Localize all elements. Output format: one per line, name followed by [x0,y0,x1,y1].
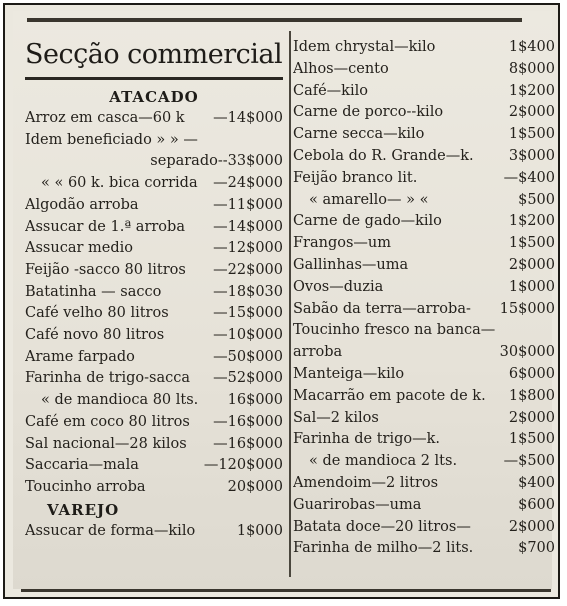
price-row [25,412,283,434]
item-description: « de mandioca 2 lts. [309,453,458,470]
item-description: arroba [293,344,343,361]
item-description: Arroz em casca—60 k [25,110,185,126]
item-description: Idem beneficiado » » — [25,131,198,148]
price-row [25,521,283,543]
item-price: —14$000 [213,110,283,126]
item-price: —12$000 [213,240,283,257]
title-rule [25,77,283,80]
left-column [25,35,283,542]
column-divider [289,31,291,577]
varejo-continued-price-list [293,37,555,560]
item-price: 3$000 [508,147,555,164]
item-description: Café velho 80 litros [25,305,169,322]
item-description: Carne de porco--kilo [293,104,444,121]
item-description: Arame farpado [25,348,135,365]
price-row [25,455,283,477]
item-price: 15$000 [499,300,555,317]
item-description: Toucinho arroba [25,478,146,495]
bottom-rule [21,589,551,592]
item-description: Sal—2 kilos [293,409,379,426]
price-row [25,390,283,412]
price-row [293,408,555,430]
item-description: Café em coco 80 litros [25,413,190,430]
item-price: $600 [518,496,555,513]
top-rule [27,18,522,22]
price-row [293,190,555,212]
item-price: —18$030 [213,283,283,300]
item-price: 2$000 [508,518,555,535]
price-row [293,168,555,190]
price-row [25,282,283,304]
price-row [25,130,283,152]
price-row [25,238,283,260]
item-price: —$400 [503,169,555,186]
item-price: —15$000 [213,305,283,322]
item-price: —16$000 [213,413,283,430]
item-description: Saccaria—mala [25,457,139,474]
price-row [293,233,555,255]
item-price: separado--33$000 [150,153,283,170]
item-description: « de mandioca 80 lts. [41,392,199,409]
item-description: Farinha de trigo—k. [293,431,440,448]
item-description: Toucinho fresco na banca— [293,322,496,339]
item-description: Assucar de 1.ª arroba [25,218,185,235]
price-row [25,217,283,239]
item-description: Frangos—um [293,235,392,252]
price-row [293,37,555,59]
price-row [293,211,555,233]
price-row [293,299,555,321]
item-price: —120$000 [203,457,283,474]
item-description: Manteiga—kilo [293,365,405,382]
price-row [293,386,555,408]
item-price: 1$200 [508,213,555,230]
item-description: Guarirobas—uma [293,496,422,513]
item-price: 1$500 [508,126,555,143]
item-price: —11$000 [213,196,283,213]
item-description: Assucar medio [25,240,133,257]
item-price: 2$000 [508,409,555,426]
item-price: 20$000 [227,478,283,495]
price-row [25,173,283,195]
price-row [293,102,555,124]
item-description: Idem chrystal—kilo [293,39,436,55]
item-description: Gallinhas—uma [293,256,409,273]
price-row [25,260,283,282]
price-row [293,320,555,342]
item-description: Batata doce—20 litros— [293,518,471,535]
item-description: Amendoim—2 litros [293,474,439,491]
item-price: 1$000 [508,278,555,295]
item-description: Feijão branco lit. [293,169,418,186]
price-row [293,473,555,495]
price-row [293,277,555,299]
price-row [293,538,555,560]
price-row [293,364,555,386]
price-row [293,517,555,539]
item-price: 1$400 [508,39,555,55]
item-price: $500 [518,191,555,208]
item-price: 8$000 [508,60,555,77]
item-description: Carne de gado—kilo [293,213,442,230]
item-price: —24$000 [213,175,283,192]
price-row [25,368,283,390]
atacado-heading: ATACADO [109,88,199,106]
price-row [25,347,283,369]
item-price: —10$000 [213,327,283,344]
item-price: 2$000 [508,104,555,121]
item-description: Sal nacional—28 kilos [25,435,187,452]
item-price: $700 [518,540,555,557]
item-description: « amarello— » « [309,191,429,208]
item-price: 6$000 [508,365,555,382]
item-price: —14$000 [213,218,283,235]
item-price: —$500 [503,453,555,470]
item-price: 1$800 [508,387,555,404]
item-description: Café novo 80 litros [25,327,165,344]
item-description: Cebola do R. Grande—k. [293,147,474,164]
price-row [293,124,555,146]
item-description: Alhos—cento [293,60,389,77]
price-row [293,429,555,451]
right-column [293,37,555,560]
price-row [293,81,555,103]
item-description: Algodão arroba [25,196,139,213]
price-row [25,303,283,325]
price-row [25,151,283,173]
item-price: 16$000 [227,392,283,409]
section-title: Secção commercial [25,39,283,70]
item-price: 2$000 [508,256,555,273]
item-description: Café—kilo [293,82,368,99]
item-price: 1$500 [508,431,555,448]
price-row [25,477,283,499]
item-description: « « 60 k. bica corrida [41,175,198,192]
price-row [293,59,555,81]
item-price: —50$000 [213,348,283,365]
item-price: —52$000 [213,370,283,387]
item-price: —16$000 [213,435,283,452]
item-description: Feijão -sacco 80 litros [25,261,186,278]
price-row [293,495,555,517]
price-row [25,325,283,347]
item-price: 1$200 [508,82,555,99]
price-row [25,108,283,130]
item-description: Sabão da terra—arroba- [293,300,471,317]
item-price: 1$000 [236,522,283,539]
varejo-price-list [25,521,283,543]
item-description: Carne secca—kilo [293,126,425,143]
item-price: 1$500 [508,235,555,252]
atacado-price-list [25,108,283,499]
item-description: Assucar de forma—kilo [25,522,196,539]
clipping-frame [3,3,560,599]
price-row [25,434,283,456]
item-description: Ovos—duzia [293,278,384,295]
price-row [293,451,555,473]
price-row [293,255,555,277]
item-description: Farinha de trigo-sacca [25,370,190,387]
price-row [293,146,555,168]
item-description: Batatinha — sacco [25,283,162,300]
varejo-heading: VAREJO [47,500,120,519]
item-price: $400 [518,474,555,491]
item-description: Farinha de milho—2 lits. [293,540,474,557]
price-row [293,342,555,364]
price-row [25,195,283,217]
item-price: 30$000 [499,344,555,361]
item-price: —22$000 [213,261,283,278]
item-description: Macarrão em pacote de k. [293,387,486,404]
